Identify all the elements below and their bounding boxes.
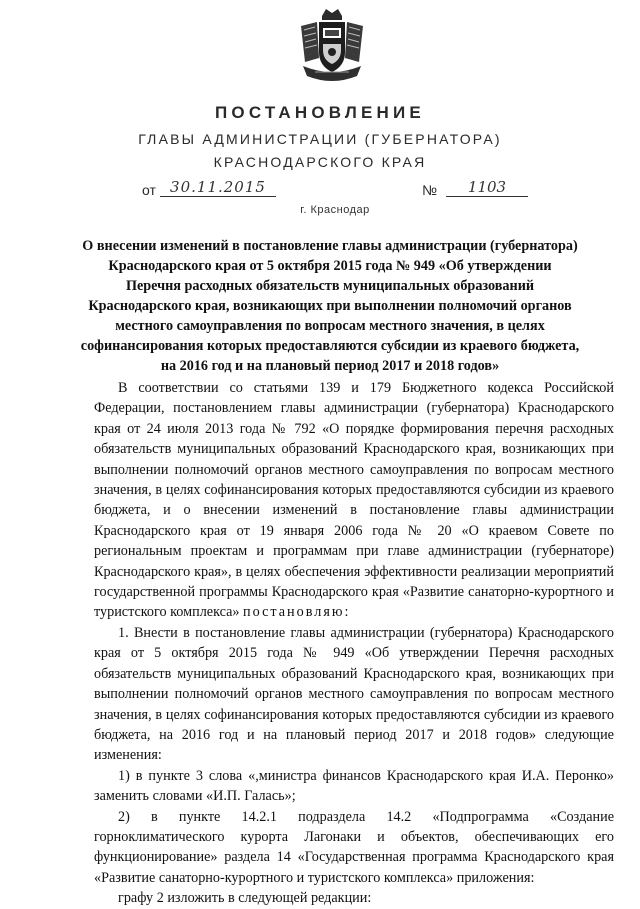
issuer-line-2: КРАСНОДАРСКОГО КРАЯ <box>213 154 427 170</box>
sub-item-2-paragraph: 2) в пункте 14.2.1 подраздела 14.2 «Подпрограмма «Создание горноклиматического курорта Лагонаки и объектов, обеспечивающих его функционирование» раздела 14 «Государственная программа Краснодарского края «Развитие санаторно-курортного и туристского комплекса» приложения: <box>94 808 614 886</box>
decree-word: постановляю: <box>243 604 351 621</box>
subject-title: О внесении изменений в постановление главы администрации (губернатора) Краснодарского края от 5 октября 2015 года № 949 «Об утверждении Перечня расходных обязательств муниципальных образований Краснодарского края, возникающих при выполнении полномочий органов местного самоуправления по вопросам местного значения, в целях софинансирования которых предоставляются субсидии из краевого бюджета, на 2016 год и на плановый период 2017 и 2018 годов» <box>80 238 580 374</box>
number-label: № <box>422 182 438 198</box>
item-1-paragraph: 1. Внести в постановление главы администрации (губернатора) Краснодарского края от 5 октября 2015 года № 949 «Об утверждении Перечня расходных обязательств муниципальных образований Краснодарского края, возникающих при выполнении полномочий органов местного самоуправления по вопросам местного значения, в целях софинансирования которых предоставляются субсидии из краевого бюджета, на 2016 год и на плановый период 2017 и 2018 годов» следующие изменения: <box>94 624 614 764</box>
document-body <box>94 378 614 909</box>
sub-item-1-paragraph: 1) в пункте 3 слова «,министра финансов Краснодарского края И.А. Перонко» заменить словами «И.П. Галась»; <box>94 767 614 805</box>
sub-item-2-continuation: графу 2 изложить в следующей редакции: <box>118 890 372 907</box>
city-label: г. Краснодар <box>300 204 370 216</box>
date-number-line <box>0 180 640 202</box>
krasnodar-coat-of-arms-emblem <box>295 6 369 88</box>
preamble-paragraph <box>94 378 614 623</box>
document-type-heading: ПОСТАНОВЛЕНИЕ <box>215 103 425 122</box>
date-prefix: от <box>142 182 156 198</box>
issuer-line-1: ГЛАВЫ АДМИНИСТРАЦИИ (ГУБЕРНАТОРА) <box>138 131 502 147</box>
preamble-text: В соответствии со статьями 139 и 179 Бюджетного кодекса Российской Федерации, постановлением главы администрации (губернатора) Краснодарского края от 24 июля 2013 года № 792 «О порядке формирования перечня расходных обязательств муниципальных образований Краснодарского края, возникающих при выполнении полномочий органов местного самоуправления по вопросам местного значения, в целях софинансирования которых предоставляются субсидии из краевого бюджета, и о внесении изменений в постановление главы администрации Краснодарского края от 19 января 2006 года № 20 «О краевом Совете по региональным проектам и программам при главе администрации (губернаторе) Краснодарского края», в целях обеспечения эффективности реализации мероприятий государственной программы Краснодарского края «Развитие санаторно-курортного и туристского комплекса» <box>94 380 614 621</box>
handwritten-date: 30.11.2015 <box>160 178 276 197</box>
handwritten-number: 1103 <box>446 178 528 197</box>
